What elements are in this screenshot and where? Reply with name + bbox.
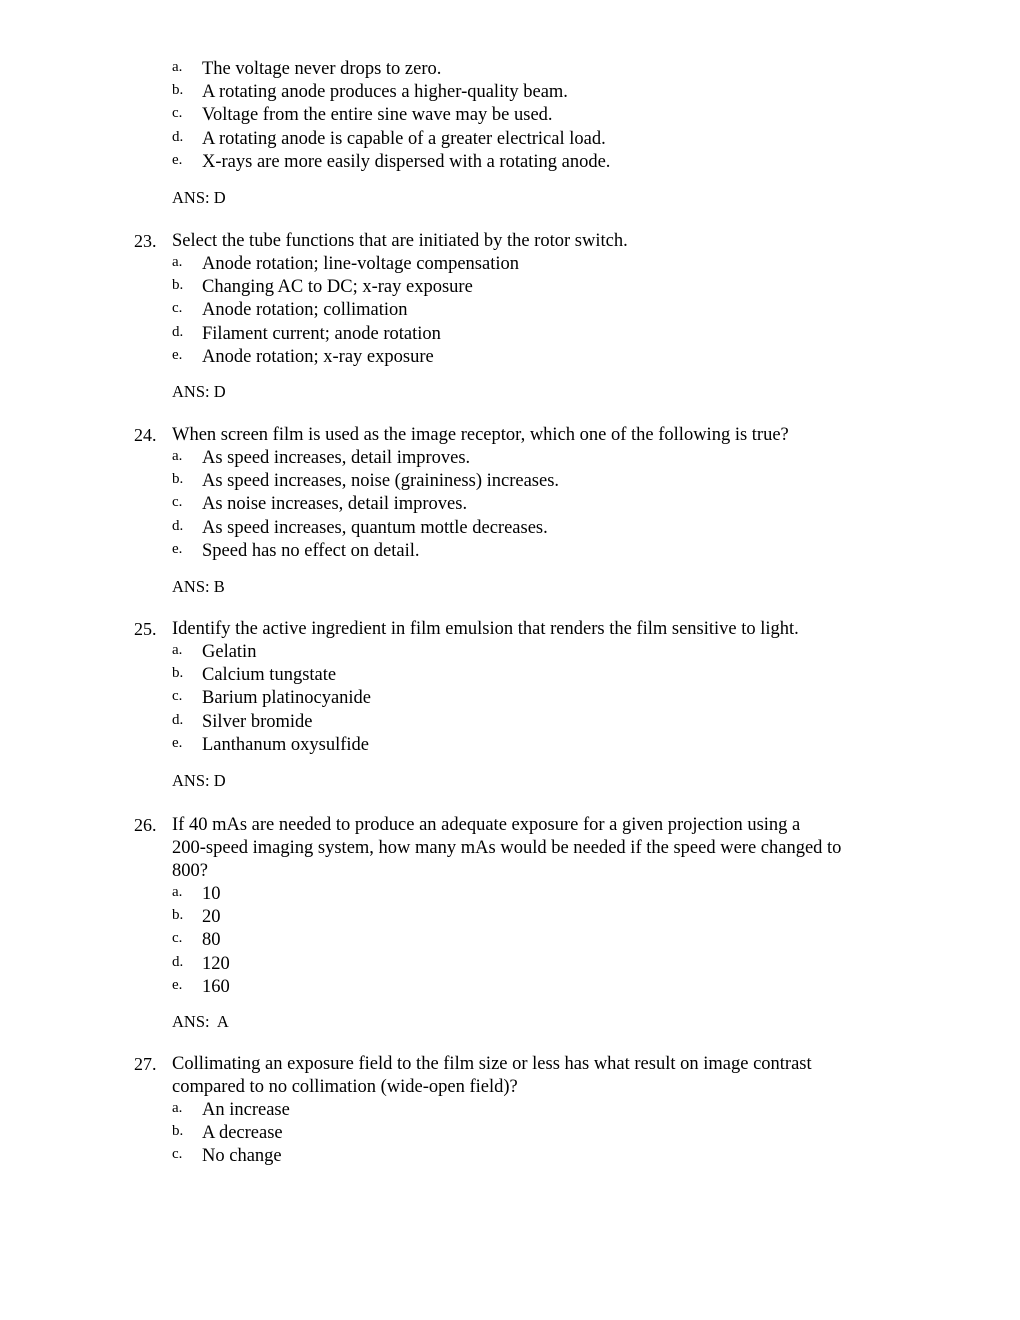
question-stem (0, 814, 1020, 837)
option-letter: c. (172, 494, 183, 511)
option-text: Lanthanum oxysulfide (202, 734, 369, 755)
question-text: Collimating an exposure field to the film size or less has what result on image contrast (172, 1054, 812, 1074)
option-item (0, 151, 1020, 174)
question-24 (0, 424, 1020, 596)
question-number: 27. (134, 1054, 157, 1074)
option-letter: e. (172, 540, 183, 557)
question-text: compared to no collimation (wide-open field)? (172, 1077, 518, 1097)
question-text: When screen film is used as the image receptor, which one of the following is true? (172, 425, 789, 445)
option-letter: b. (172, 907, 184, 924)
answer-key: ANS: D (172, 771, 226, 790)
question-number: 25. (134, 619, 157, 639)
option-list (0, 1099, 1020, 1169)
question-text: Select the tube functions that are initiated by the rotor switch. (172, 231, 628, 251)
option-item (0, 299, 1020, 322)
option-text: As speed increases, noise (graininess) increases. (202, 471, 560, 492)
option-list (0, 253, 1020, 369)
option-text: Anode rotation; line-voltage compensation (202, 254, 519, 274)
option-letter: c. (172, 300, 183, 317)
option-letter: a. (172, 642, 183, 658)
option-text: Anode rotation; x-ray exposure (202, 346, 434, 367)
option-item (0, 906, 1020, 929)
question-stem-line (0, 860, 1020, 883)
answer-key: ANS: B (172, 577, 225, 596)
option-item (0, 976, 1020, 999)
option-letter: b. (172, 277, 184, 294)
option-text: No change (202, 1146, 282, 1167)
option-text: Calcium tungstate (202, 665, 337, 686)
option-item (0, 687, 1020, 710)
option-item (0, 517, 1020, 540)
option-item (0, 128, 1020, 151)
question-text: 800? (172, 861, 208, 881)
question-stem-line (0, 1076, 1020, 1099)
question-text: Identify the active ingredient in film emulsion that renders the film sensitive to light. (172, 619, 799, 639)
option-letter: b. (172, 82, 184, 99)
question-stem (0, 424, 1020, 447)
option-letter: a. (172, 448, 183, 464)
option-item (0, 276, 1020, 299)
option-item (0, 323, 1020, 346)
option-text: Speed has no effect on detail. (202, 540, 420, 561)
option-text: Barium platinocyanide (202, 688, 372, 709)
option-text: Gelatin (202, 642, 257, 662)
option-letter: e. (172, 734, 183, 751)
option-item (0, 470, 1020, 493)
option-item (0, 929, 1020, 952)
question-26 (0, 814, 1020, 1031)
question-22-continued (0, 58, 1020, 207)
question-number: 26. (134, 815, 157, 835)
option-item (0, 493, 1020, 516)
option-text: The voltage never drops to zero. (202, 59, 442, 79)
option-text: Silver bromide (202, 711, 313, 732)
option-text: A decrease (202, 1123, 283, 1144)
option-letter: d. (172, 711, 184, 728)
question-25 (0, 618, 1020, 790)
option-letter: b. (172, 665, 184, 682)
option-text: As speed increases, quantum mottle decreases. (202, 517, 548, 538)
option-letter: e. (172, 346, 183, 363)
question-stem (0, 1053, 1020, 1076)
option-item (0, 883, 1020, 906)
option-letter: d. (172, 517, 184, 534)
option-letter: c. (172, 105, 183, 122)
question-stem (0, 618, 1020, 641)
option-item (0, 734, 1020, 757)
option-item (0, 664, 1020, 687)
option-letter: a. (172, 1100, 183, 1116)
question-23 (0, 230, 1020, 401)
option-text: Filament current; anode rotation (202, 323, 441, 344)
option-letter: d. (172, 323, 184, 340)
question-text: If 40 mAs are needed to produce an adequate exposure for a given projection using a (172, 815, 801, 835)
question-stem-line (0, 837, 1020, 860)
option-text: Voltage from the entire sine wave may be used. (202, 105, 553, 126)
option-text: 10 (202, 884, 221, 904)
option-text: 20 (202, 907, 221, 928)
option-text: An increase (202, 1100, 290, 1120)
option-item (0, 346, 1020, 369)
option-list (0, 447, 1020, 563)
option-item (0, 1145, 1020, 1168)
option-item (0, 81, 1020, 104)
option-item (0, 641, 1020, 664)
option-letter: d. (172, 953, 184, 970)
option-text: A rotating anode is capable of a greater electrical load. (202, 128, 606, 149)
answer-key: ANS: D (172, 188, 226, 207)
option-item (0, 253, 1020, 276)
option-text: As noise increases, detail improves. (202, 494, 468, 515)
option-item (0, 58, 1020, 81)
option-text: 160 (202, 976, 230, 997)
option-text: 120 (202, 953, 230, 974)
option-letter: b. (172, 1123, 184, 1140)
answer-key: ANS: D (172, 382, 226, 401)
option-item (0, 1122, 1020, 1145)
option-list (0, 883, 1020, 999)
option-letter: a. (172, 884, 183, 900)
option-item (0, 711, 1020, 734)
question-number: 24. (134, 425, 157, 445)
option-letter: c. (172, 688, 183, 705)
option-letter: d. (172, 128, 184, 145)
option-item (0, 104, 1020, 127)
option-letter: c. (172, 1146, 183, 1163)
question-text: 200-speed imaging system, how many mAs would be needed if the speed were changed to (172, 838, 842, 858)
option-text: X-rays are more easily dispersed with a rotating anode. (202, 151, 611, 172)
option-letter: a. (172, 254, 183, 270)
option-text: Anode rotation; collimation (202, 300, 408, 321)
option-text: Changing AC to DC; x-ray exposure (202, 277, 473, 298)
option-item (0, 540, 1020, 563)
option-letter: c. (172, 930, 183, 947)
option-letter: b. (172, 471, 184, 488)
option-text: 80 (202, 930, 221, 951)
option-item (0, 1099, 1020, 1122)
question-stem (0, 230, 1020, 253)
option-letter: a. (172, 59, 183, 75)
option-list (0, 58, 1020, 174)
option-text: A rotating anode produces a higher-quality beam. (202, 82, 568, 103)
option-letter: e. (172, 151, 183, 168)
question-number: 23. (134, 231, 157, 251)
option-list (0, 641, 1020, 757)
option-text: As speed increases, detail improves. (202, 448, 471, 468)
question-27 (0, 1053, 1020, 1169)
answer-key: ANS: A (172, 1012, 229, 1031)
option-item (0, 447, 1020, 470)
option-letter: e. (172, 976, 183, 993)
option-item (0, 953, 1020, 976)
